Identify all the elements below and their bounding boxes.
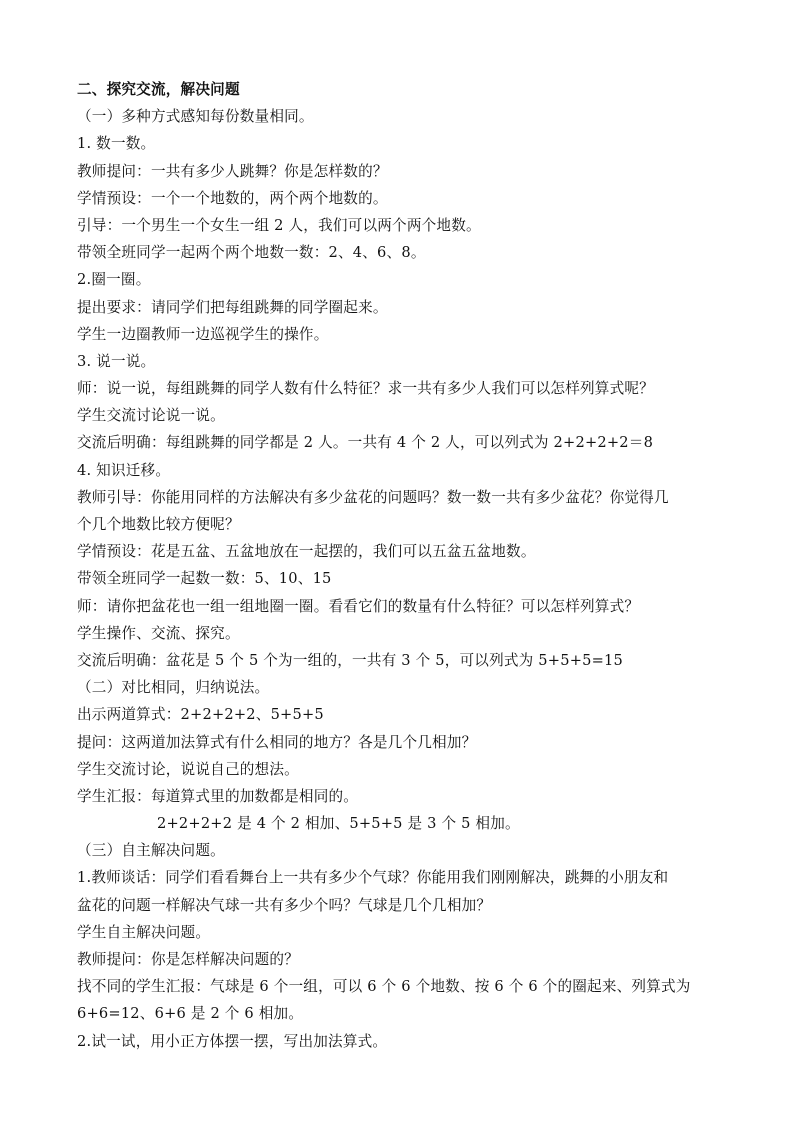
paragraph-line: 学生操作、交流、探究。 [77, 624, 240, 642]
section-heading: 二、探究交流，解决问题 [77, 81, 240, 98]
paragraph-line: 教师提问：你是怎样解决问题的？ [77, 951, 299, 968]
paragraph-line: 教师引导：你能用同样的方法解决有多少盆花的问题吗？数一数一共有多少盆花？你觉得几 [77, 488, 669, 506]
step-heading-transfer: 4. 知识迁移。 [77, 461, 171, 479]
paragraph-line: 2.试一试，用小正方体摆一摆，写出加法算式。 [77, 1032, 388, 1050]
subsection-heading-2: （二）对比相同，归纳说法。 [77, 679, 270, 697]
paragraph-line: 教师提问：一共有多少人跳舞？你是怎样数的？ [77, 162, 388, 180]
subsection-heading-1: （一）多种方式感知每份数量相同。 [77, 108, 314, 126]
paragraph-line: 学生交流讨论，说说自己的想法。 [77, 760, 299, 778]
paragraph-line: 师：说一说，每组跳舞的同学人数有什么特征？求一共有多少人我们可以怎样列算式呢？ [77, 380, 654, 398]
paragraph-line: 学生自主解决问题。 [77, 923, 211, 941]
paragraph-line: 1.教师谈话：同学们看看舞台上一共有多少个气球？你能用我们刚刚解决，跳舞的小朋友和 [77, 869, 669, 887]
paragraph-line: 学情预设：花是五盆、五盆地放在一起摆的，我们可以五盆五盆地数。 [77, 543, 536, 561]
paragraph-line: 师：请你把盆花也一组一组地圈一圈。看看它们的数量有什么特征？可以怎样列算式？ [77, 597, 640, 615]
indented-line: 2+2+2+2 是 4 个 2 相加、5+5+5 是 3 个 5 相加。 [157, 815, 520, 833]
step-heading-count: 1. 数一数。 [77, 135, 156, 153]
paragraph-line: 引导：一个男生一个女生一组 2 人，我们可以两个两个地数。 [77, 216, 481, 234]
document-body [77, 76, 727, 1055]
paragraph-line: 学情预设：一个一个地数的，两个两个地数的。 [77, 189, 388, 207]
step-heading-circle: 2.圈一圈。 [77, 271, 151, 289]
paragraph-line: 带领全班同学一起两个两个地数一数：2、4、6、8。 [77, 244, 426, 262]
paragraph-line: 个几个地数比较方便呢？ [77, 516, 240, 533]
subsection-heading-3: （三）自主解决问题。 [77, 842, 225, 860]
paragraph-line: 带领全班同学一起数一数：5、10、15 [77, 570, 332, 588]
paragraph-line: 学生汇报：每道算式里的加数都是相同的。 [77, 787, 359, 805]
paragraph-line: 提出要求：请同学们把每组跳舞的同学圈起来。 [77, 298, 388, 316]
step-heading-say: 3. 说一说。 [77, 352, 156, 370]
paragraph-line: 提问：这两道加法算式有什么相同的地方？各是几个几相加？ [77, 733, 477, 751]
paragraph-line: 盆花的问题一样解决气球一共有多少个吗？气球是几个几相加？ [77, 896, 492, 914]
paragraph-line: 交流后明确：盆花是 5 个 5 个为一组的，一共有 3 个 5，可以列式为 5+5+5=15 [77, 651, 623, 669]
paragraph-line: 学生交流讨论说一说。 [77, 407, 225, 425]
paragraph-line: 交流后明确：每组跳舞的同学都是 2 人。一共有 4 个 2 人，可以列式为 2+2+2+2＝8 [77, 434, 654, 452]
paragraph-line: 找不同的学生汇报：气球是 6 个一组，可以 6 个 6 个地数、按 6 个 6 个的圈起来、列算式为 [77, 978, 691, 996]
paragraph-line: 学生一边圈教师一边巡视学生的操作。 [77, 325, 329, 343]
paragraph-line: 6+6=12、6+6 是 2 个 6 相加。 [77, 1005, 304, 1023]
paragraph-line: 出示两道算式：2+2+2+2、5+5+5 [77, 706, 324, 724]
